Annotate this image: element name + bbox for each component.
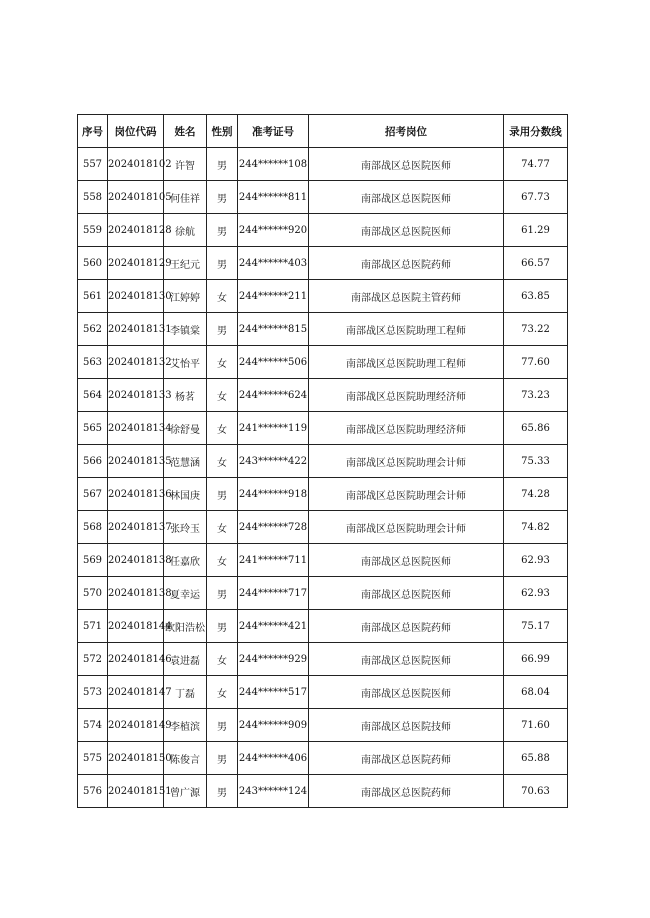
results-table bbox=[77, 114, 568, 808]
cell-gender: 男 bbox=[207, 313, 238, 346]
cell-score: 70.63 bbox=[504, 775, 568, 808]
cell-exam-id: 244******403 bbox=[238, 247, 309, 280]
cell-post-code: 2024018128 bbox=[108, 214, 164, 247]
col-header-exam-id: 准考证号 bbox=[238, 115, 309, 148]
table-row bbox=[78, 742, 568, 775]
cell-post-code: 2024018131 bbox=[108, 313, 164, 346]
cell-score: 74.82 bbox=[504, 511, 568, 544]
table-row bbox=[78, 445, 568, 478]
cell-gender: 男 bbox=[207, 709, 238, 742]
cell-index: 567 bbox=[78, 478, 108, 511]
cell-name: 许智 bbox=[164, 148, 207, 181]
cell-post: 南部战区总医院药师 bbox=[309, 775, 504, 808]
table-row bbox=[78, 511, 568, 544]
cell-exam-id: 244******517 bbox=[238, 676, 309, 709]
cell-gender: 女 bbox=[207, 643, 238, 676]
cell-name: 范慧涵 bbox=[164, 445, 207, 478]
cell-post-code: 2024018132 bbox=[108, 346, 164, 379]
cell-post-code: 2024018151 bbox=[108, 775, 164, 808]
table-row bbox=[78, 379, 568, 412]
cell-post: 南部战区总医院医师 bbox=[309, 544, 504, 577]
cell-index: 565 bbox=[78, 412, 108, 445]
cell-name: 丁磊 bbox=[164, 676, 207, 709]
table-row bbox=[78, 643, 568, 676]
cell-score: 74.28 bbox=[504, 478, 568, 511]
cell-post: 南部战区总医院医师 bbox=[309, 676, 504, 709]
cell-exam-id: 241******711 bbox=[238, 544, 309, 577]
cell-score: 74.77 bbox=[504, 148, 568, 181]
cell-post-code: 2024018149 bbox=[108, 709, 164, 742]
cell-score: 62.93 bbox=[504, 544, 568, 577]
cell-score: 67.73 bbox=[504, 181, 568, 214]
cell-index: 557 bbox=[78, 148, 108, 181]
cell-index: 566 bbox=[78, 445, 108, 478]
cell-score: 68.04 bbox=[504, 676, 568, 709]
cell-exam-id: 244******406 bbox=[238, 742, 309, 775]
cell-exam-id: 243******422 bbox=[238, 445, 309, 478]
cell-gender: 女 bbox=[207, 379, 238, 412]
table-row bbox=[78, 412, 568, 445]
cell-post: 南部战区总医院助理工程师 bbox=[309, 346, 504, 379]
cell-index: 572 bbox=[78, 643, 108, 676]
col-header-post: 招考岗位 bbox=[309, 115, 504, 148]
table-row bbox=[78, 478, 568, 511]
cell-index: 564 bbox=[78, 379, 108, 412]
cell-name: 徐舒曼 bbox=[164, 412, 207, 445]
cell-index: 562 bbox=[78, 313, 108, 346]
cell-post-code: 2024018129 bbox=[108, 247, 164, 280]
cell-post: 南部战区总医院药师 bbox=[309, 610, 504, 643]
cell-gender: 男 bbox=[207, 478, 238, 511]
cell-gender: 女 bbox=[207, 412, 238, 445]
cell-exam-id: 244******929 bbox=[238, 643, 309, 676]
cell-post: 南部战区总医院助理会计师 bbox=[309, 511, 504, 544]
table-row bbox=[78, 577, 568, 610]
col-header-score: 录用分数线 bbox=[504, 115, 568, 148]
table-row bbox=[78, 181, 568, 214]
col-header-gender: 性别 bbox=[207, 115, 238, 148]
cell-score: 65.86 bbox=[504, 412, 568, 445]
cell-score: 66.99 bbox=[504, 643, 568, 676]
cell-exam-id: 244******211 bbox=[238, 280, 309, 313]
cell-post-code: 2024018105 bbox=[108, 181, 164, 214]
cell-post-code: 2024018150 bbox=[108, 742, 164, 775]
cell-post-code: 2024018138 bbox=[108, 544, 164, 577]
cell-name: 艾怡平 bbox=[164, 346, 207, 379]
cell-post: 南部战区总医院医师 bbox=[309, 214, 504, 247]
cell-post: 南部战区总医院助理工程师 bbox=[309, 313, 504, 346]
cell-gender: 男 bbox=[207, 742, 238, 775]
cell-score: 75.33 bbox=[504, 445, 568, 478]
cell-index: 571 bbox=[78, 610, 108, 643]
cell-index: 576 bbox=[78, 775, 108, 808]
cell-gender: 男 bbox=[207, 577, 238, 610]
cell-exam-id: 244******717 bbox=[238, 577, 309, 610]
cell-gender: 女 bbox=[207, 544, 238, 577]
cell-name: 林国庚 bbox=[164, 478, 207, 511]
cell-gender: 女 bbox=[207, 511, 238, 544]
cell-name: 徐航 bbox=[164, 214, 207, 247]
cell-name: 李植滨 bbox=[164, 709, 207, 742]
cell-post-code: 2024018130 bbox=[108, 280, 164, 313]
table-row bbox=[78, 214, 568, 247]
cell-exam-id: 244******108 bbox=[238, 148, 309, 181]
cell-post: 南部战区总医院主管药师 bbox=[309, 280, 504, 313]
cell-score: 61.29 bbox=[504, 214, 568, 247]
cell-gender: 男 bbox=[207, 181, 238, 214]
cell-post-code: 2024018133 bbox=[108, 379, 164, 412]
table-body bbox=[78, 148, 568, 808]
cell-exam-id: 244******920 bbox=[238, 214, 309, 247]
cell-exam-id: 244******815 bbox=[238, 313, 309, 346]
cell-post-code: 2024018135 bbox=[108, 445, 164, 478]
cell-name: 江婷婷 bbox=[164, 280, 207, 313]
cell-post-code: 2024018137 bbox=[108, 511, 164, 544]
cell-score: 65.88 bbox=[504, 742, 568, 775]
col-header-index: 序号 bbox=[78, 115, 108, 148]
cell-gender: 男 bbox=[207, 148, 238, 181]
cell-exam-id: 244******811 bbox=[238, 181, 309, 214]
cell-index: 561 bbox=[78, 280, 108, 313]
cell-score: 75.17 bbox=[504, 610, 568, 643]
cell-score: 62.93 bbox=[504, 577, 568, 610]
cell-score: 73.22 bbox=[504, 313, 568, 346]
table-row bbox=[78, 544, 568, 577]
cell-score: 77.60 bbox=[504, 346, 568, 379]
cell-post: 南部战区总医院医师 bbox=[309, 181, 504, 214]
cell-name: 曾广源 bbox=[164, 775, 207, 808]
cell-post-code: 2024018147 bbox=[108, 676, 164, 709]
cell-name: 张玲玉 bbox=[164, 511, 207, 544]
cell-index: 575 bbox=[78, 742, 108, 775]
cell-name: 任嘉欣 bbox=[164, 544, 207, 577]
cell-name: 杨茗 bbox=[164, 379, 207, 412]
cell-post: 南部战区总医院助理经济师 bbox=[309, 412, 504, 445]
cell-gender: 男 bbox=[207, 610, 238, 643]
cell-index: 573 bbox=[78, 676, 108, 709]
cell-index: 569 bbox=[78, 544, 108, 577]
cell-post: 南部战区总医院药师 bbox=[309, 742, 504, 775]
cell-gender: 女 bbox=[207, 445, 238, 478]
cell-gender: 男 bbox=[207, 214, 238, 247]
cell-post: 南部战区总医院医师 bbox=[309, 148, 504, 181]
cell-index: 559 bbox=[78, 214, 108, 247]
cell-gender: 女 bbox=[207, 346, 238, 379]
cell-name: 王纪元 bbox=[164, 247, 207, 280]
cell-post-code: 2024018144 bbox=[108, 610, 164, 643]
cell-name: 袁进磊 bbox=[164, 643, 207, 676]
col-header-post-code: 岗位代码 bbox=[108, 115, 164, 148]
col-header-name: 姓名 bbox=[164, 115, 207, 148]
cell-exam-id: 244******421 bbox=[238, 610, 309, 643]
table-row bbox=[78, 676, 568, 709]
cell-score: 71.60 bbox=[504, 709, 568, 742]
table-header bbox=[78, 115, 568, 148]
cell-name: 夏幸运 bbox=[164, 577, 207, 610]
cell-post: 南部战区总医院助理经济师 bbox=[309, 379, 504, 412]
cell-post: 南部战区总医院药师 bbox=[309, 247, 504, 280]
table-row bbox=[78, 610, 568, 643]
cell-exam-id: 244******624 bbox=[238, 379, 309, 412]
cell-index: 563 bbox=[78, 346, 108, 379]
table-row bbox=[78, 313, 568, 346]
header-row bbox=[78, 115, 568, 148]
cell-post: 南部战区总医院助理会计师 bbox=[309, 478, 504, 511]
cell-name: 李镇棠 bbox=[164, 313, 207, 346]
cell-exam-id: 241******119 bbox=[238, 412, 309, 445]
cell-score: 73.23 bbox=[504, 379, 568, 412]
cell-post-code: 2024018146 bbox=[108, 643, 164, 676]
cell-gender: 男 bbox=[207, 775, 238, 808]
cell-exam-id: 244******909 bbox=[238, 709, 309, 742]
table-row bbox=[78, 346, 568, 379]
cell-score: 66.57 bbox=[504, 247, 568, 280]
cell-index: 568 bbox=[78, 511, 108, 544]
table-row bbox=[78, 148, 568, 181]
table-row bbox=[78, 247, 568, 280]
cell-index: 570 bbox=[78, 577, 108, 610]
cell-name: 欧阳浩松 bbox=[164, 610, 207, 643]
table-row bbox=[78, 280, 568, 313]
cell-index: 574 bbox=[78, 709, 108, 742]
cell-post: 南部战区总医院技师 bbox=[309, 709, 504, 742]
cell-score: 63.85 bbox=[504, 280, 568, 313]
cell-exam-id: 244******728 bbox=[238, 511, 309, 544]
cell-post-code: 2024018134 bbox=[108, 412, 164, 445]
cell-gender: 女 bbox=[207, 280, 238, 313]
cell-post: 南部战区总医院医师 bbox=[309, 643, 504, 676]
table-row bbox=[78, 709, 568, 742]
cell-post: 南部战区总医院助理会计师 bbox=[309, 445, 504, 478]
cell-gender: 男 bbox=[207, 247, 238, 280]
cell-gender: 女 bbox=[207, 676, 238, 709]
cell-exam-id: 244******506 bbox=[238, 346, 309, 379]
cell-post-code: 2024018138 bbox=[108, 577, 164, 610]
cell-name: 何佳祥 bbox=[164, 181, 207, 214]
cell-post-code: 2024018102 bbox=[108, 148, 164, 181]
cell-index: 560 bbox=[78, 247, 108, 280]
cell-post: 南部战区总医院医师 bbox=[309, 577, 504, 610]
table-row bbox=[78, 775, 568, 808]
cell-exam-id: 244******918 bbox=[238, 478, 309, 511]
cell-exam-id: 243******124 bbox=[238, 775, 309, 808]
cell-post-code: 2024018136 bbox=[108, 478, 164, 511]
cell-name: 陈俊言 bbox=[164, 742, 207, 775]
cell-index: 558 bbox=[78, 181, 108, 214]
